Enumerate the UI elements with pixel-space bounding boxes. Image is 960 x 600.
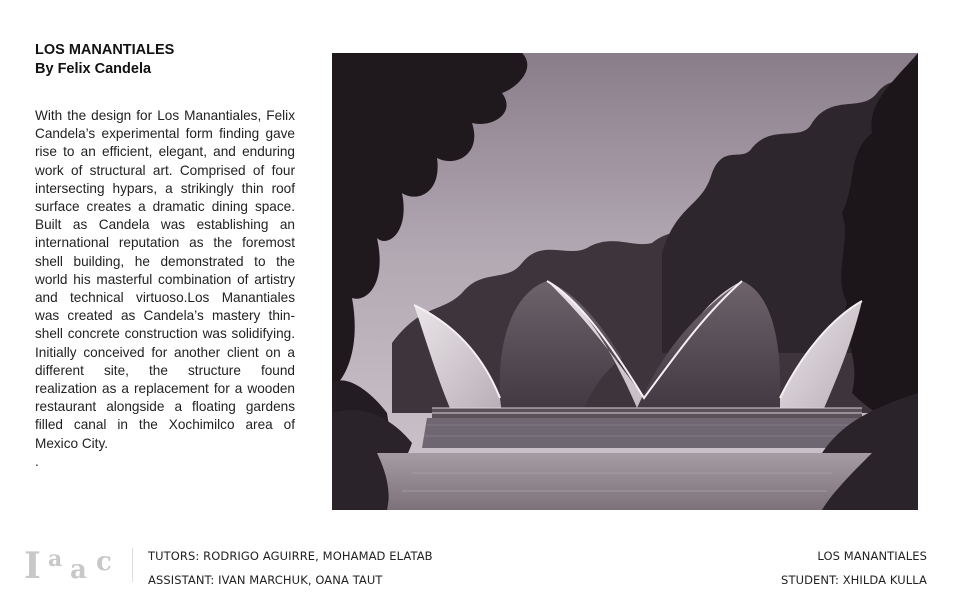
- svg-text:c: c: [96, 547, 112, 577]
- document-subtitle: By Felix Candela: [35, 61, 152, 77]
- footer-tutors: TUTORS: RODRIGO AGUIRRE, MOHAMAD ELATAB: [148, 549, 433, 563]
- footer-student: STUDENT: XHILDA KULLA: [781, 573, 927, 587]
- description-paragraph: With the design for Los Manantiales, Felix Candela’s experimental form finding gave rise to an efficient, elegant, and enduring work of structural art. Comprised of four intersecting hypars, a strikingly thin roof surface creates a dramatic dining space. Built as Candela was establishing an international reputation as the foremost shell building, he demonstrated to the world his masterful combination of artistry and technical virtuoso.Los Manantiales was created as Candela’s mastery thin-shell concrete construction was solidifying. Initially conceived for another client on a different site, the structure found realization as a replacement for a wooden restaurant alongside a floating gardens filled canal in the Xochimilco area of Mexico City.: [35, 108, 295, 451]
- footer-assistant: ASSISTANT: IVAN MARCHUK, OANA TAUT: [148, 573, 383, 587]
- building-photo: [332, 53, 918, 510]
- document-title-block: [35, 41, 325, 79]
- svg-text:a: a: [48, 546, 63, 572]
- iaac-logo: [24, 540, 128, 586]
- footer-project-name: LOS MANANTIALES: [817, 549, 927, 563]
- svg-text:a: a: [70, 555, 87, 585]
- trailing-mark: .: [35, 453, 39, 469]
- svg-text:I: I: [24, 545, 41, 586]
- footer-divider: [132, 548, 133, 582]
- description-paragraph-block: [35, 107, 295, 471]
- iaac-logo-icon: [24, 540, 128, 586]
- photo-los-manantiales-icon: [332, 53, 918, 510]
- document-title: LOS MANANTIALES: [35, 42, 175, 58]
